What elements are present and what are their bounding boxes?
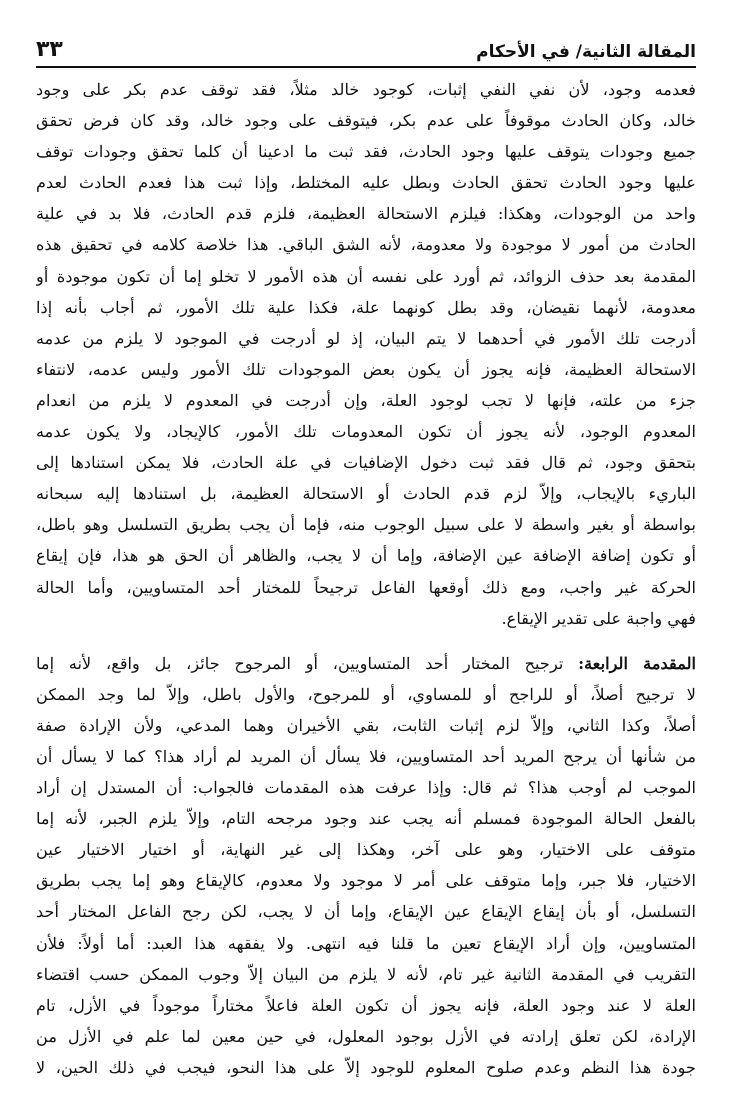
text-line: أو تكون إضافة الإضافة عين الإضافة، وإما أن لا يجب، والظاهر أن الحق هو هذا، فإن إيقاع bbox=[36, 546, 696, 566]
text-line: المتساويين، وإن أراد الإيقاع تعين ما قلنا فيه انتهى. ولا يفقهه هذا العبد: أما أولاً: فلأن bbox=[36, 933, 696, 953]
text-line: الاستحالة العظيمة، فإنه يجوز أن يكون بعض الموجودات تلك الأمور وليس عدمه، لانتفاء bbox=[36, 359, 696, 379]
text-line: العلة لا عند وجود العلة، فإنه يجوز أن تكون العلة فاعلاً مختاراً موجوداً في الأزل، تام bbox=[36, 995, 696, 1015]
text-line: بواسطة أو بغير واسطة لا على سبيل الوجوب منه، فإما أن يجب بطريق التسلسل وهو باطل، bbox=[36, 515, 696, 535]
text-line: التسلسل، أو بأن إيقاع الإيقاع عين الإيقاع، وإما أن لا يجب، لكن رجح الفاعل المختار أحد bbox=[36, 902, 696, 922]
text-line: لا ترجيح أصلاً، أو للراجح أو للمساوي، أو للمرجوح، والأول باطل، وإلاّ لما وجد الممكن bbox=[36, 684, 696, 704]
text-line: الموجب لم أوجب هذا؟ ثم قال: وإذا عرفت هذه المقدمات فالجواب: أن المستدل إن أراد bbox=[36, 778, 696, 798]
text-line: الإرادة، لكن تعلق إرادته في الأزل بوجود المعلول، في حين معين لما علم في الأزل من bbox=[36, 1026, 696, 1046]
paragraph-1 bbox=[36, 74, 696, 634]
text-line: واحد من الوجودات، وهكذا: فيلزم الاستحالة العظيمة، فلزم قدم الحادث، فلا بد في علية bbox=[36, 204, 696, 224]
text-line-with-lead bbox=[36, 648, 696, 679]
text-line: المعدوم الوجود، لأنه يجوز أن تكون المعدومات تلك الأمور، كالإيجاد، ولا يكون عدمه bbox=[36, 422, 696, 442]
text-line: من شأنها أن يرجح المريد أحد المتساويين، فلا يسأل أن المريد لم أراد هذا؟ كما لا يسأل أن bbox=[36, 746, 696, 766]
running-header bbox=[36, 28, 696, 68]
text-line-rest: ترجيح المختار أحد المتساويين، أو المرجوح جائز، بل واقع، لأنه إما bbox=[36, 653, 564, 673]
paragraph-2 bbox=[36, 648, 696, 1083]
text-line: عليها وجود الحادث تحقق الحادث وبطل عليه المختلط، وإذا ثبت هذا فعدم الحادث لعدم bbox=[36, 173, 696, 193]
text-line: بالفعل الحالة الموجودة فمسلم أنه يجب عند وجود مرجحه التام، وإلاّ يلزم الجبر، لأنه إما bbox=[36, 809, 696, 829]
text-line: الاختيار، فلا جبر، وإما متوقف على أمر لا موجود ولا معدوم، كالإيقاع وهو إما يجب بطريق bbox=[36, 871, 696, 891]
text-line: المقدمة بعد حذف الزوائد، ثم أورد على نفسه أن هذه الأمور لا تخلو إما أن تكون موجودة أو bbox=[36, 266, 696, 286]
text-line: فهي واجبة على تقدير الإيقاع. bbox=[501, 608, 696, 628]
text-line: جودة هذا النظم وعدم صلوح المعلوم للوجود إلاّ على هذا النحو، فيجب في ذلك الحين، لا bbox=[36, 1057, 696, 1077]
text-line: فعدمه وجود، لأن نفي النفي إثبات، كوجود خالد مثلاً، فقد توقف عدم بكر على وجود bbox=[36, 80, 696, 99]
text-line: الحادث من أمور لا موجودة ولا معدومة، لأنه الشق الباقي. هذا خلاصة كلامه في تحقيق هذه bbox=[36, 235, 696, 255]
text-line: الحركة غير واجب، ومع ذلك أوقعها الفاعل ترجيحاً للمختار أحد المتساويين، وأما الحالة bbox=[36, 577, 696, 597]
section-lead-heading: المقدمة الرابعة: bbox=[578, 653, 696, 673]
page-number: ٣٣ bbox=[36, 37, 63, 62]
text-line: التقريب في المقدمة الثانية غير تام، لأنه لا يلزم من البيان إلاّ وجوب الممكن حسب اقتضاء bbox=[36, 964, 696, 984]
text-line: جميع وجودات يتوقف عليها وجود الحادث، فقد ثبت ما ادعينا أن كلما تحقق وجودات توقف bbox=[36, 142, 696, 162]
text-line: الباريء بالإيجاب، وإلاّ لزم قدم الحادث أو الاستحالة العظيمة، بل استنادها إليه سبحانه bbox=[36, 484, 696, 504]
text-line: متوقف على الاختيار، وهو على آخر، وهكذا إلى غير النهاية، أو اختيار الاختيار عين bbox=[36, 840, 696, 860]
header-title: المقالة الثانية/ في الأحكام bbox=[476, 42, 696, 62]
text-line: أدرجت تلك الأمور في أحدهما لا يتم البيان، إذ لو أدرجت في الموجود لا يلزم من عدمه bbox=[36, 328, 696, 348]
text-line: أصلاً، وكذا الثاني، وإلاّ لزم إثبات الثابت، بقي الأخيران وهما المدعي، ولأن الإرادة صفة bbox=[36, 715, 696, 735]
body-text bbox=[36, 74, 696, 1083]
text-line: جزء من علته، فإنها لا تجب لوجود العلة، وإن أدرجت في المعدوم لا يلزم من انعدام bbox=[36, 390, 696, 410]
text-line: معدومة، لأنهما نقيضان، وقد بطل كونهما علة، فكذا علية تلك الأمور، ثم أجاب بأنه إذا bbox=[36, 297, 696, 317]
text-line: خالد، وكان الحادث موقوفاً على عدم بكر، فيتوقف على وجود خالد، وقد كان فرض تحقق bbox=[36, 111, 696, 131]
text-line: بتحقق وجود، ثم قال فقد ثبت دخول الإضافيات في علة الحادث، فلا يمكن استنادها إلى bbox=[36, 453, 696, 473]
